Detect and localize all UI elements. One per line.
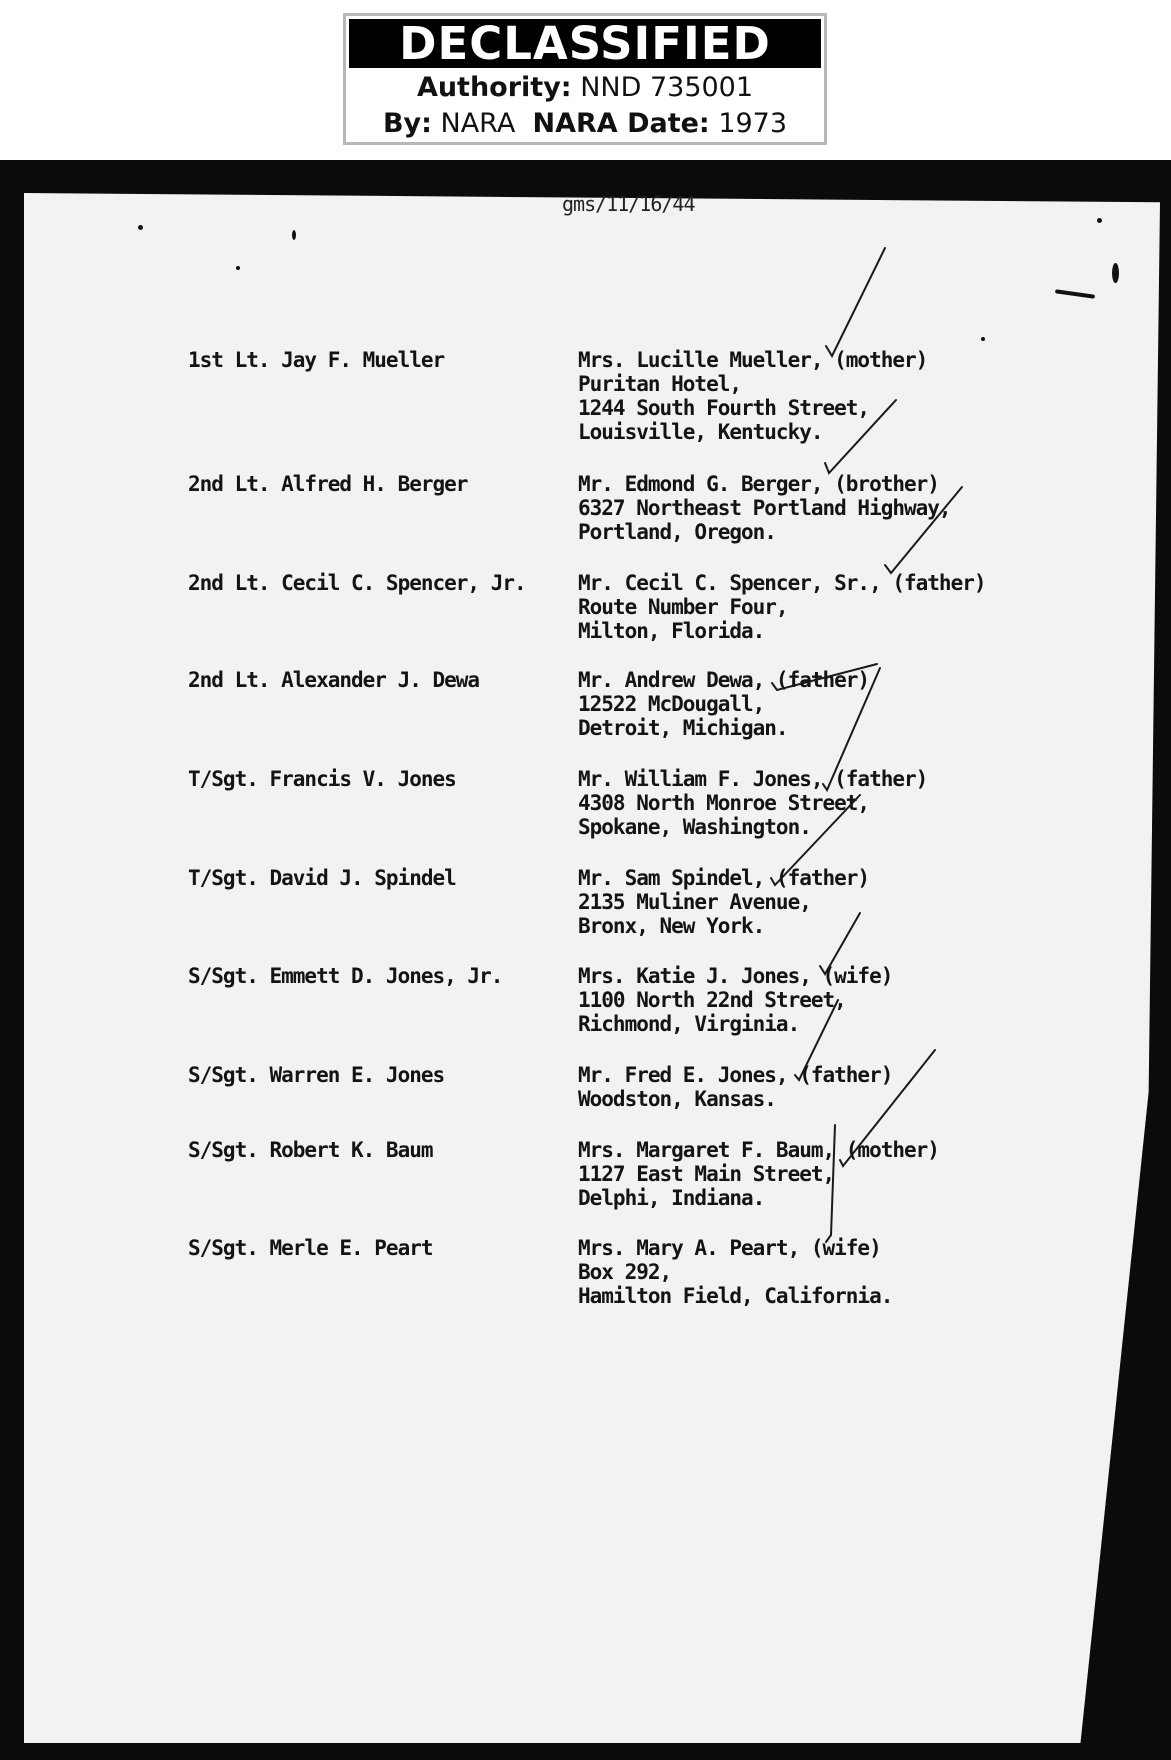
address-line: Mrs. Margaret F. Baum, (mother) xyxy=(578,1138,939,1162)
stamp-date-value: 1973 xyxy=(718,108,788,139)
address-line: Delphi, Indiana. xyxy=(578,1186,765,1210)
serviceman-name: S/Sgt. Merle E. Peart xyxy=(188,1236,433,1260)
next-of-kin-address xyxy=(578,348,927,444)
address-line: Box 292, xyxy=(578,1260,672,1284)
address-line: Richmond, Virginia. xyxy=(578,1012,800,1036)
scan-speck xyxy=(138,225,143,230)
address-line: Hamilton Field, California. xyxy=(578,1284,893,1308)
address-line: Woodston, Kansas. xyxy=(578,1087,776,1111)
serviceman-name: T/Sgt. David J. Spindel xyxy=(188,866,456,890)
document-reference: gms/11/16/44 xyxy=(562,192,695,216)
address-line: Mr. Sam Spindel, (father) xyxy=(578,866,870,890)
scan-speck xyxy=(981,337,985,341)
next-of-kin-address xyxy=(578,668,869,740)
scan-speck xyxy=(1097,218,1102,223)
next-of-kin-address xyxy=(578,767,927,839)
declassified-stamp xyxy=(343,13,827,145)
next-of-kin-address xyxy=(578,1063,892,1111)
address-line: 4308 North Monroe Street, xyxy=(578,791,870,815)
address-line: Louisville, Kentucky. xyxy=(578,420,823,444)
stamp-date-label: NARA Date: xyxy=(532,108,710,139)
stamp-authority-value: NND 735001 xyxy=(580,72,754,103)
stamp-by-line xyxy=(346,108,824,139)
serviceman-name: 2nd Lt. Alfred H. Berger xyxy=(188,472,468,496)
address-line: Spokane, Washington. xyxy=(578,815,811,839)
address-line: Mrs. Katie J. Jones, (wife) xyxy=(578,964,893,988)
address-line: Puritan Hotel, xyxy=(578,372,742,396)
scan-speck xyxy=(292,230,296,240)
address-line: Milton, Florida. xyxy=(578,619,765,643)
serviceman-name: S/Sgt. Emmett D. Jones, Jr. xyxy=(188,964,503,988)
next-of-kin-address xyxy=(578,472,951,544)
next-of-kin-address xyxy=(578,1236,892,1308)
address-line: Bronx, New York. xyxy=(578,914,765,938)
address-line: Mrs. Mary A. Peart, (wife) xyxy=(578,1236,881,1260)
address-line: Mr. Andrew Dewa, (father) xyxy=(578,668,870,692)
address-line: 1244 South Fourth Street, xyxy=(578,396,870,420)
serviceman-name: 2nd Lt. Cecil C. Spencer, Jr. xyxy=(188,571,526,595)
stamp-title: DECLASSIFIED xyxy=(349,19,821,68)
address-line: Mr. Fred E. Jones, (father) xyxy=(578,1063,893,1087)
serviceman-name: T/Sgt. Francis V. Jones xyxy=(188,767,456,791)
next-of-kin-address xyxy=(578,866,869,938)
serviceman-name: 2nd Lt. Alexander J. Dewa xyxy=(188,668,480,692)
address-line: Mr. William F. Jones, (father) xyxy=(578,767,928,791)
address-line: Mrs. Lucille Mueller, (mother) xyxy=(578,348,928,372)
stamp-by-label: By: xyxy=(382,108,432,139)
serviceman-name: S/Sgt. Warren E. Jones xyxy=(188,1063,445,1087)
stamp-authority-line xyxy=(346,72,824,103)
address-line: Route Number Four, xyxy=(578,595,788,619)
next-of-kin-address xyxy=(578,571,986,643)
scan-speck xyxy=(236,266,240,270)
address-line: 1100 North 22nd Street, xyxy=(578,988,846,1012)
stamp-by-value: NARA xyxy=(440,108,516,139)
address-line: Detroit, Michigan. xyxy=(578,716,788,740)
serviceman-name: 1st Lt. Jay F. Mueller xyxy=(188,348,445,372)
address-line: 1127 East Main Street, xyxy=(578,1162,835,1186)
address-line: Portland, Oregon. xyxy=(578,520,776,544)
next-of-kin-address xyxy=(578,1138,939,1210)
address-line: 12522 McDougall, xyxy=(578,692,765,716)
scan-speck xyxy=(1112,263,1119,283)
address-line: 2135 Muliner Avenue, xyxy=(578,890,811,914)
address-line: Mr. Edmond G. Berger, (brother) xyxy=(578,472,939,496)
serviceman-name: S/Sgt. Robert K. Baum xyxy=(188,1138,433,1162)
address-line: 6327 Northeast Portland Highway, xyxy=(578,496,951,520)
stamp-authority-label: Authority: xyxy=(416,72,572,103)
address-line: Mr. Cecil C. Spencer, Sr., (father) xyxy=(578,571,986,595)
next-of-kin-address xyxy=(578,964,892,1036)
